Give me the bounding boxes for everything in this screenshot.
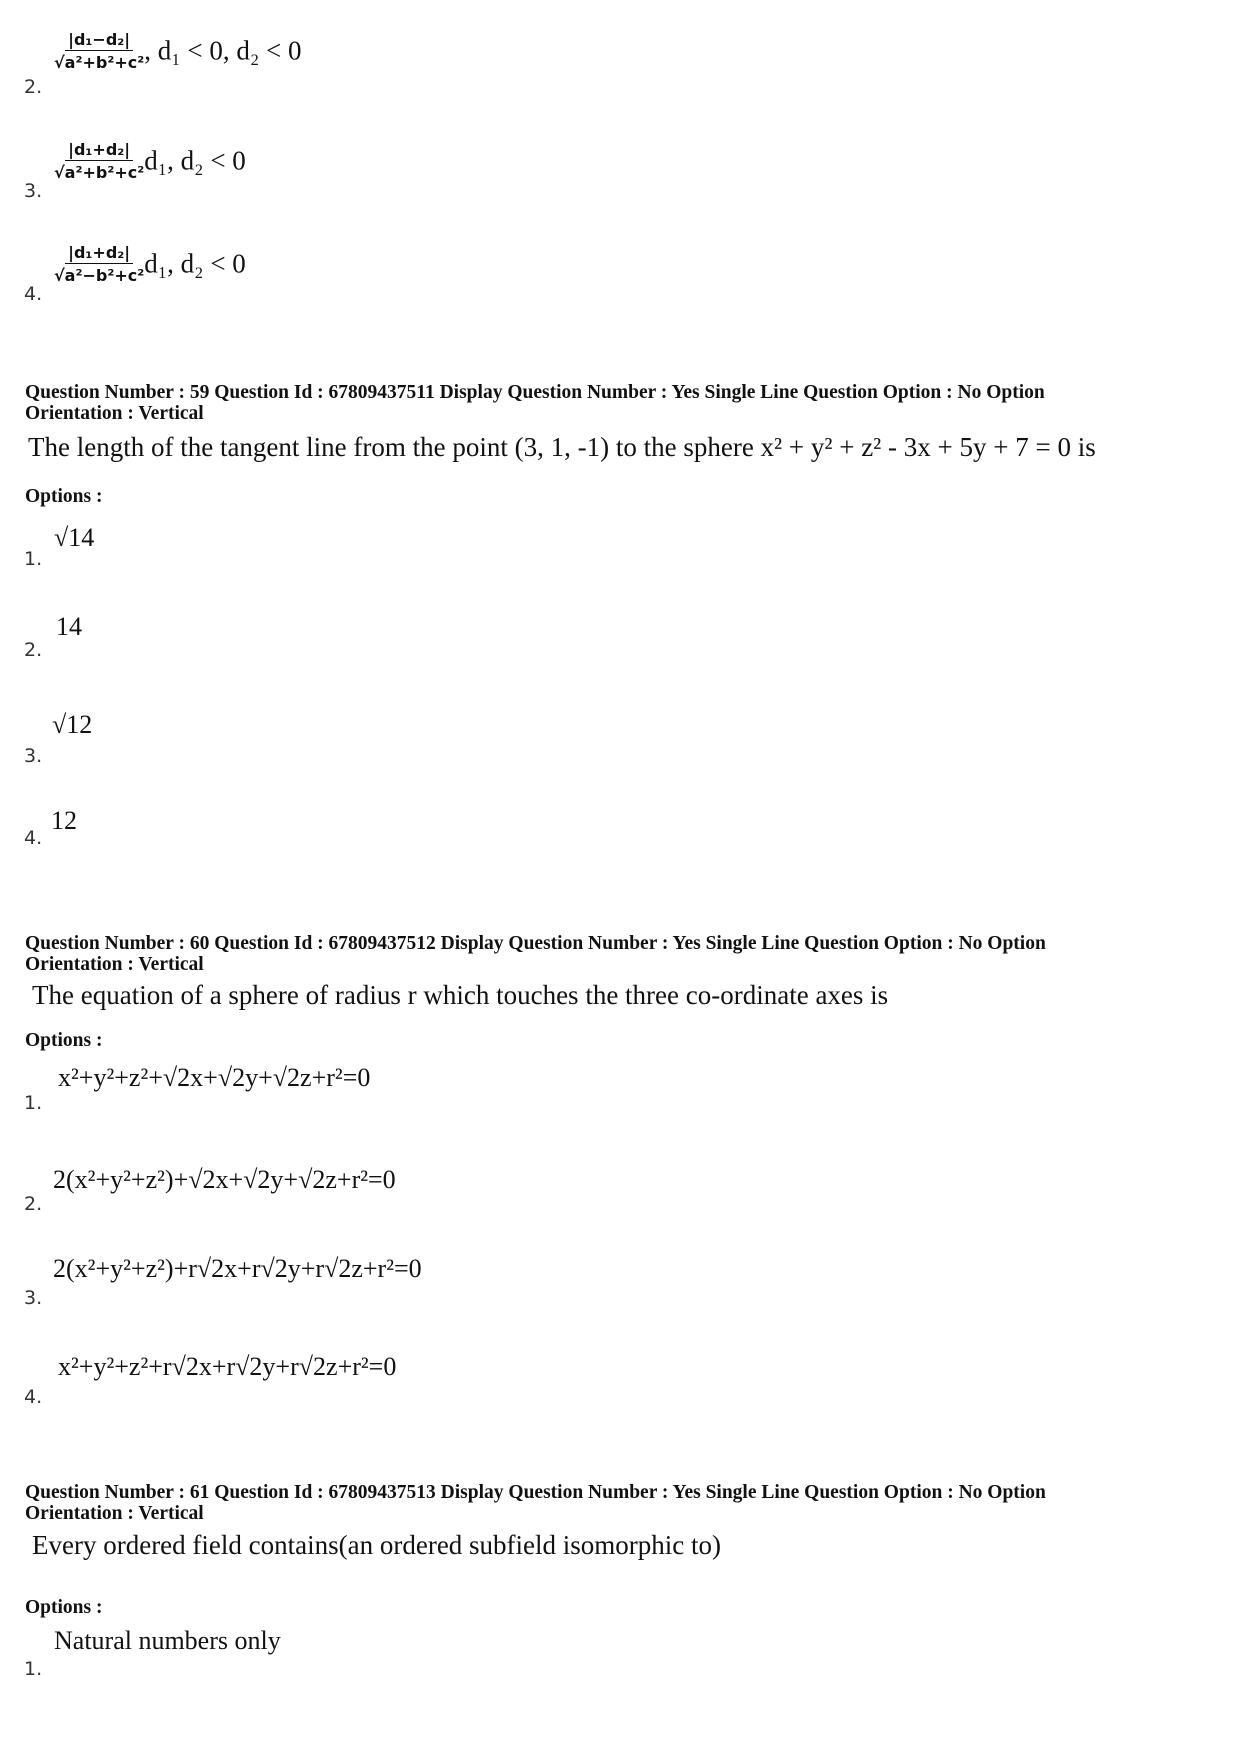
option-value[interactable]: 14 xyxy=(56,612,82,641)
fraction-numerator: |d₁+d₂| xyxy=(65,243,133,264)
option-number: 1. xyxy=(24,548,43,570)
prev-option-number: 4. xyxy=(24,283,43,305)
condition-text: d₁, d₂ < 0 xyxy=(144,248,246,279)
fraction xyxy=(54,243,144,285)
prev-option-number: 2. xyxy=(24,76,43,98)
question-meta xyxy=(25,382,1225,424)
options-label: Options : xyxy=(25,1030,103,1051)
option-value[interactable]: x²+y²+z²+√2x+√2y+√2z+r²=0 xyxy=(58,1063,371,1092)
question-meta-line: Question Number : 61 Question Id : 67809437513 Display Question Number : Yes Single Line Question Option : No Option xyxy=(25,1482,1046,1503)
option-value[interactable]: Natural numbers only xyxy=(54,1626,281,1655)
options-label: Options : xyxy=(25,1597,103,1618)
option-value[interactable]: x²+y²+z²+r√2x+r√2y+r√2z+r²=0 xyxy=(58,1352,397,1381)
option-value[interactable]: √12 xyxy=(52,710,93,739)
question-meta-line: Question Number : 59 Question Id : 67809437511 Display Question Number : Yes Single Line Question Option : No Option xyxy=(25,382,1045,403)
fraction-denominator: √a²+b²+c² xyxy=(54,163,145,182)
option-number: 2. xyxy=(24,1193,43,1215)
option-number: 2. xyxy=(24,639,43,661)
fraction xyxy=(54,140,144,182)
question-stem: Every ordered field contains(an ordered subfield isomorphic to) xyxy=(32,1530,722,1560)
question-meta-line: Orientation : Vertical xyxy=(25,954,204,975)
options-label: Options : xyxy=(25,486,103,507)
option-value[interactable]: 2(x²+y²+z²)+r√2x+r√2y+r√2z+r²=0 xyxy=(53,1254,422,1283)
fraction-numerator: |d₁+d₂| xyxy=(65,140,133,161)
condition-text: , d₁ < 0, d₂ < 0 xyxy=(144,35,302,66)
prev-option-formula xyxy=(54,140,246,182)
question-meta xyxy=(25,933,1225,975)
question-meta xyxy=(25,1482,1225,1524)
option-value[interactable]: 2(x²+y²+z²)+√2x+√2y+√2z+r²=0 xyxy=(53,1165,396,1194)
question-meta-line: Orientation : Vertical xyxy=(25,1503,204,1524)
fraction-numerator: |d₁−d₂| xyxy=(65,30,133,51)
option-number: 1. xyxy=(24,1658,43,1680)
condition-text: d₁, d₂ < 0 xyxy=(144,145,246,176)
option-number: 4. xyxy=(24,1386,43,1408)
prev-option-formula xyxy=(54,243,246,285)
option-number: 4. xyxy=(24,827,43,849)
fraction-denominator: √a²+b²+c² xyxy=(54,53,145,72)
option-value[interactable]: √14 xyxy=(54,523,95,552)
question-meta-line: Orientation : Vertical xyxy=(25,403,204,424)
fraction xyxy=(54,30,144,72)
option-number: 3. xyxy=(24,1287,43,1309)
option-number: 3. xyxy=(24,745,43,767)
question-meta-line: Question Number : 60 Question Id : 67809437512 Display Question Number : Yes Single Line Question Option : No Option xyxy=(25,933,1046,954)
option-number: 1. xyxy=(24,1092,43,1114)
question-stem: The length of the tangent line from the point (3, 1, -1) to the sphere x² + y² + z² - 3x + 5y + 7 = 0 is xyxy=(28,432,1096,462)
fraction-denominator: √a²−b²+c² xyxy=(54,266,145,285)
prev-option-number: 3. xyxy=(24,180,43,202)
prev-option-formula xyxy=(54,30,302,72)
option-value[interactable]: 12 xyxy=(51,806,77,835)
question-stem: The equation of a sphere of radius r which touches the three co-ordinate axes is xyxy=(32,980,889,1010)
